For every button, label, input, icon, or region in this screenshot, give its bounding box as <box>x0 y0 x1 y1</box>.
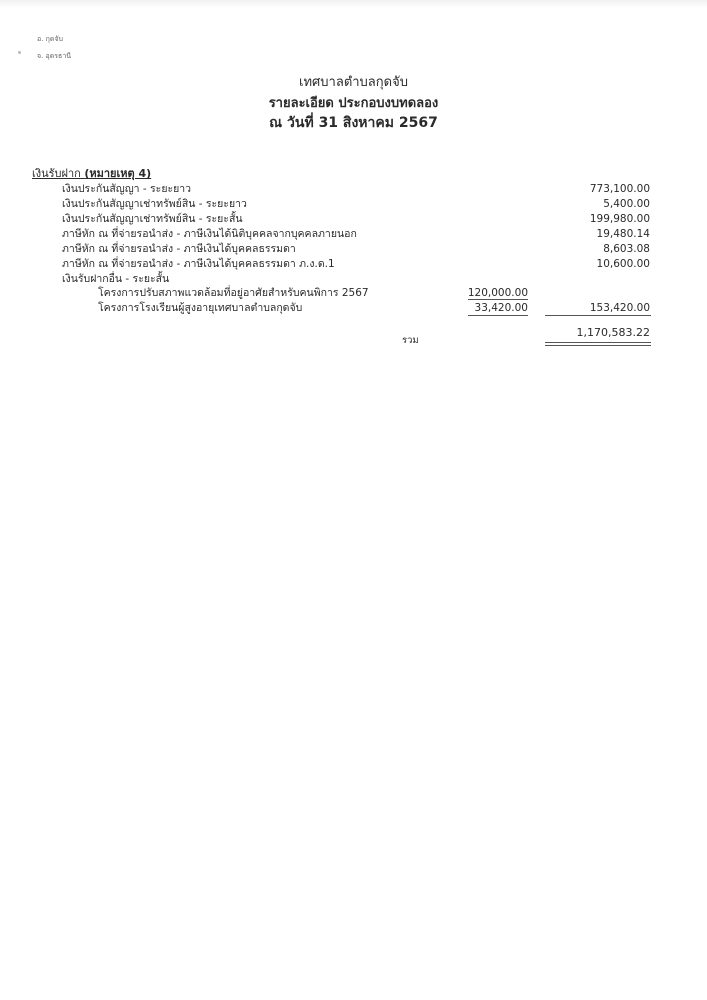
scan-speck <box>18 51 21 54</box>
section-note: (หมายเหตุ 4) <box>84 167 152 180</box>
section-heading-text: เงินรับฝาก <box>32 167 81 180</box>
item-label: เงินประกันสัญญาเช่าทรัพย์สิน - ระยะสั้น <box>62 213 243 225</box>
corner-district: อ. กุดจับ <box>37 35 63 43</box>
sub-total-rule <box>468 315 528 316</box>
item-label: ภาษีหัก ณ ที่จ่ายรอนำส่ง - ภาษีเงินได้บุคคลธรรมดา <box>62 243 296 255</box>
group-total-amount: 153,420.00 <box>589 302 650 314</box>
item-label: ภาษีหัก ณ ที่จ่ายรอนำส่ง - ภาษีเงินได้บุคคลธรรมดา ภ.ง.ด.1 <box>62 258 335 270</box>
total-double-rule-bottom <box>545 345 651 346</box>
total-amount: 1,170,583.22 <box>576 326 650 339</box>
scan-edge <box>0 0 707 8</box>
sub-item-rule <box>468 299 528 300</box>
report-date: ณ วันที่ 31 สิงหาคม 2567 <box>269 115 438 131</box>
sub-item-label: โครงการปรับสภาพแวดล้อมที่อยู่อาศัยสำหรับคนพิการ 2567 <box>98 287 369 299</box>
total-double-rule-top <box>545 342 651 343</box>
item-amount: 19,480.14 <box>596 228 650 240</box>
section-heading <box>32 167 151 181</box>
item-label: ภาษีหัก ณ ที่จ่ายรอนำส่ง - ภาษีเงินได้นิติบุคคลจากบุคคลภายนอก <box>62 228 357 240</box>
item-amount: 199,980.00 <box>589 213 650 225</box>
sub-item-label: โครงการโรงเรียนผู้สูงอายุเทศบาลตำบลกุดจับ <box>98 302 303 314</box>
org-title: เทศบาลตำบลกุดจับ <box>299 75 408 90</box>
sub-item-amount: 33,420.00 <box>474 302 528 314</box>
group-total-rule <box>545 315 651 316</box>
corner-province: จ. อุดรธานี <box>37 52 72 60</box>
item-amount: 8,603.08 <box>603 243 650 255</box>
total-label: รวม <box>402 335 419 346</box>
item-label: เงินประกันสัญญาเช่าทรัพย์สิน - ระยะยาว <box>62 198 247 210</box>
item-amount: 5,400.00 <box>603 198 650 210</box>
sub-item-amount: 120,000.00 <box>467 287 528 299</box>
report-title: รายละเอียด ประกอบงบทดลอง <box>268 96 439 111</box>
group-label: เงินรับฝากอื่น - ระยะสั้น <box>62 273 170 285</box>
item-amount: 773,100.00 <box>589 183 650 195</box>
item-label: เงินประกันสัญญา - ระยะยาว <box>62 183 192 195</box>
item-amount: 10,600.00 <box>596 258 650 270</box>
